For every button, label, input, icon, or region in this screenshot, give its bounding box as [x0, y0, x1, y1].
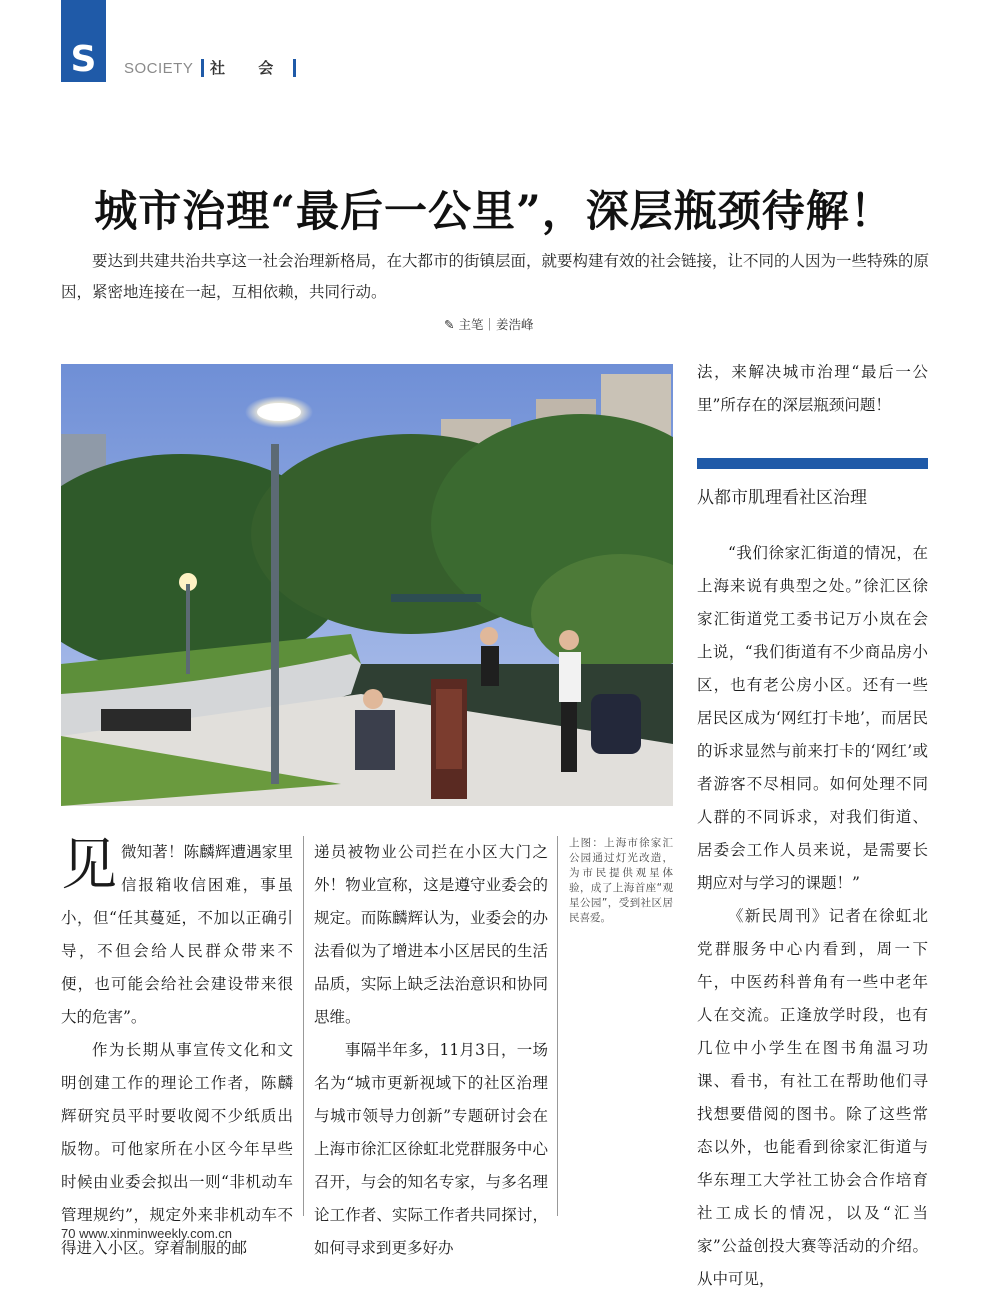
park-photo-illustration	[61, 364, 673, 806]
section-label-english: SOCIETY	[124, 60, 194, 77]
section-letter: S	[70, 39, 97, 80]
byline	[444, 315, 533, 333]
body-column-3-top	[697, 356, 928, 422]
page-number: 70	[61, 1226, 76, 1241]
section-tab	[61, 0, 106, 82]
column-divider	[303, 836, 304, 1216]
column-divider	[557, 836, 558, 1216]
photo-caption: 上图：上海市徐家汇公园通过灯光改造，为市民提供观星体验，成了上海首座“观星公园”，受到社区居民喜爱。	[569, 837, 673, 924]
paragraph: 《新民周刊》记者在徐虹北党群服务中心内看到，周一下午，中医药科普角有一些中老年人在交流。正逢放学时段，也有几位中小学生在图书角温习功课、看书，有社工在帮助他们寻找想要借阅的图书。除了这些常态以外，也能看到徐家汇街道与华东理工大学社工协会合作培育社工成长的情况，以及“汇当家”公益创投大赛等活动的介绍。从中可见，	[697, 907, 928, 1288]
paragraph: 事隔半年多，11月3日，一场名为“城市更新视域下的社区治理与城市领导力创新”专题研讨会在上海市徐汇区徐虹北党群服务中心召开，与会的知名专家，与多名理论工作者、实际工作者共同探讨，如何寻求到更多好办	[314, 1041, 548, 1257]
body-column-1	[61, 833, 293, 1265]
body-column-3	[697, 537, 928, 1296]
subhead-rule	[697, 458, 928, 469]
article-lede: 要达到共建共治共享这一社会治理新格局，在大都市的街镇层面，就要构建有效的社会链接，让不同的人因为一些特殊的原因，紧密地连接在一起，互相依赖，共同行动。	[61, 252, 930, 301]
paragraph: 法，来解决城市治理“最后一公里”所存在的深层瓶颈问题！	[697, 363, 928, 414]
section-subhead: 从都市肌理看社区治理	[697, 488, 867, 508]
article-headline: 城市治理“最后一公里”，深层瓶颈待解！	[94, 187, 894, 237]
byline-text: 主笔｜姜浩峰	[458, 317, 534, 332]
paragraph-text: 微知著！陈麟辉遭遇家里信报箱收信困难，事虽小，但“任其蔓延，不加以正确引导，不但会给人民群众带来不便，也可能会给社会建设带来很大的危害”。	[61, 843, 293, 1026]
drop-cap: 见	[61, 833, 117, 898]
paragraph	[61, 833, 293, 1034]
paragraph: “我们徐家汇街道的情况，在上海来说有典型之处。”徐汇区徐家汇街道党工委书记万小岚在会上说，“我们街道有不少商品房小区，也有老公房小区。还有一些居民区成为‘网红打卡地’，而居民的诉求显然与前来打卡的‘网红’或者游客不尽相同。如何处理不同人群的不同诉求，对我们街道、居委会工作人员来说，是需要长期应对与学习的课题！”	[697, 544, 928, 892]
site-url[interactable]: www.xinminweekly.com.cn	[79, 1226, 233, 1241]
body-column-2	[314, 836, 548, 1265]
paragraph: 作为长期从事宣传文化和文明创建工作的理论工作者，陈麟辉研究员平时要收阅不少纸质出版物。可他家所在小区今年早些时候由业委会拟出一则“非机动车管理规约”，规定外来非机动车不得进入小区。穿着制服的邮	[61, 1041, 293, 1257]
section-label-chinese: 社 会	[201, 59, 296, 77]
pen-icon: ✎	[444, 317, 455, 332]
paragraph: 递员被物业公司拦在小区大门之外！物业宣称，这是遵守业委会的规定。而陈麟辉认为，业委会的办法看似为了增进本小区居民的生活品质，实际上缺乏法治意识和协同思维。	[314, 843, 548, 1026]
page-footer	[61, 1226, 232, 1241]
park-photo	[61, 364, 673, 806]
